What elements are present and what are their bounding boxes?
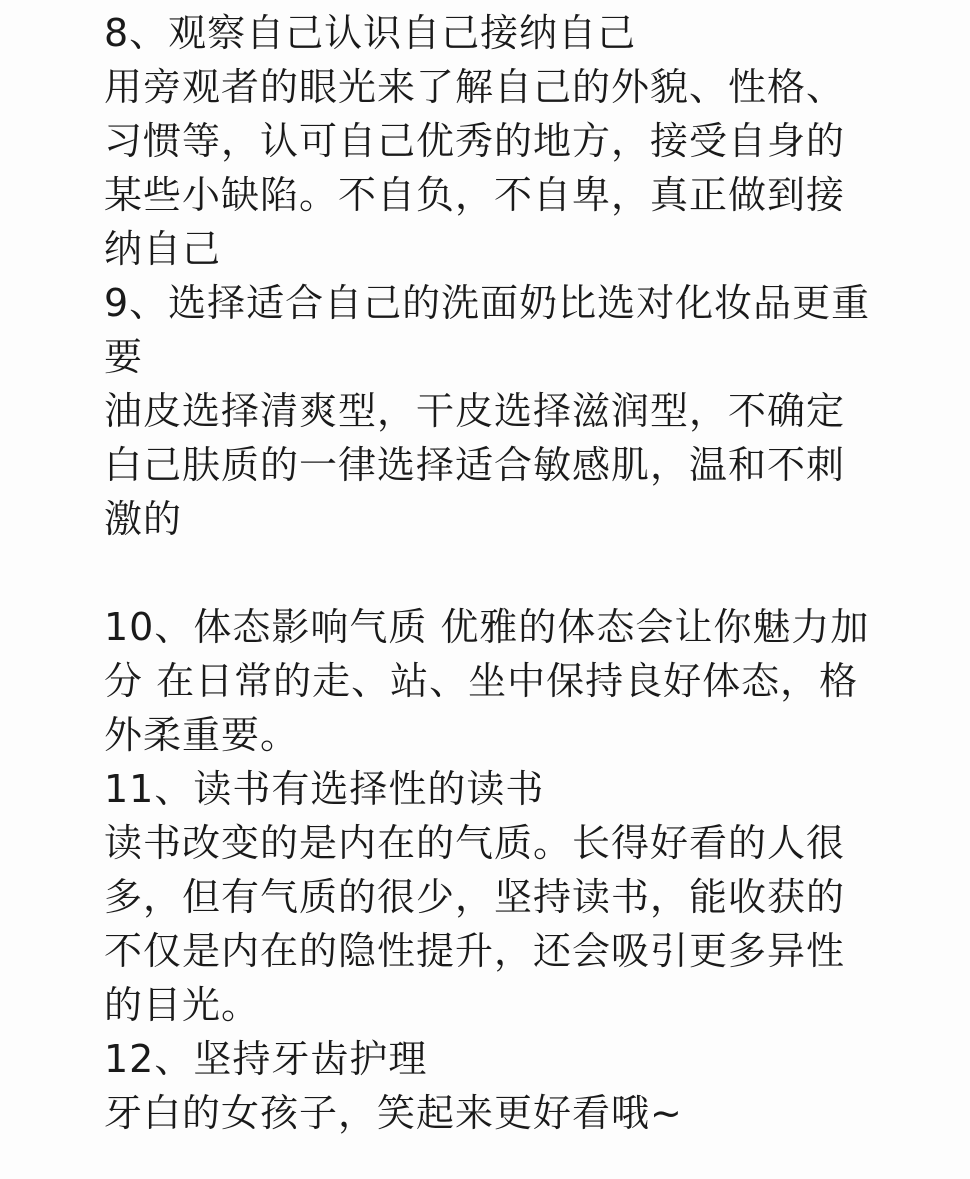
item-12-text-line: 牙白的女孩子，笑起来更好看哦~	[104, 1091, 683, 1135]
item-11-heading: 11、读书有选择性的读书	[104, 767, 545, 811]
item-10-heading: 10、体态影响气质 优雅的体态会让你魅力加	[104, 605, 870, 649]
item-8-text-line: 纳自己	[104, 227, 222, 271]
item-9-heading-cont: 要	[104, 335, 144, 379]
item-10-text-line: 分 在日常的走、站、坐中保持良好体态，格	[104, 659, 859, 703]
item-9-text-line: 油皮选择清爽型，干皮选择滋润型，不确定	[104, 389, 846, 433]
item-8-text-line: 习惯等，认可自己优秀的地方，接受自身的	[104, 119, 846, 163]
item-10-text-line: 外柔重要。	[104, 713, 300, 757]
item-11-text-line: 不仅是内在的隐性提升，还会吸引更多异性	[104, 929, 846, 973]
tips-text-block	[104, 6, 894, 1140]
item-11-text-line: 多，但有气质的很少，坚持读书，能收获的	[104, 875, 846, 919]
item-11-text-line: 的目光。	[104, 983, 261, 1027]
blank-line	[104, 546, 894, 600]
item-8-text-line: 用旁观者的眼光来了解自己的外貌、性格、	[104, 65, 846, 109]
item-8-text-line: 某些小缺陷。不自负，不自卑，真正做到接	[104, 173, 846, 217]
item-12-heading: 12、坚持牙齿护理	[104, 1037, 428, 1081]
item-8-heading: 8、观察自己认识自己接纳自己	[104, 11, 637, 55]
item-9-text-line: 白己肤质的一律选择适合敏感肌，温和不刺	[104, 443, 846, 487]
item-9-text-line: 激的	[104, 497, 183, 541]
item-11-text-line: 读书改变的是内在的气质。长得好看的人很	[104, 821, 846, 865]
item-9-heading: 9、选择适合自己的洗面奶比选对化妆品更重	[104, 281, 871, 325]
